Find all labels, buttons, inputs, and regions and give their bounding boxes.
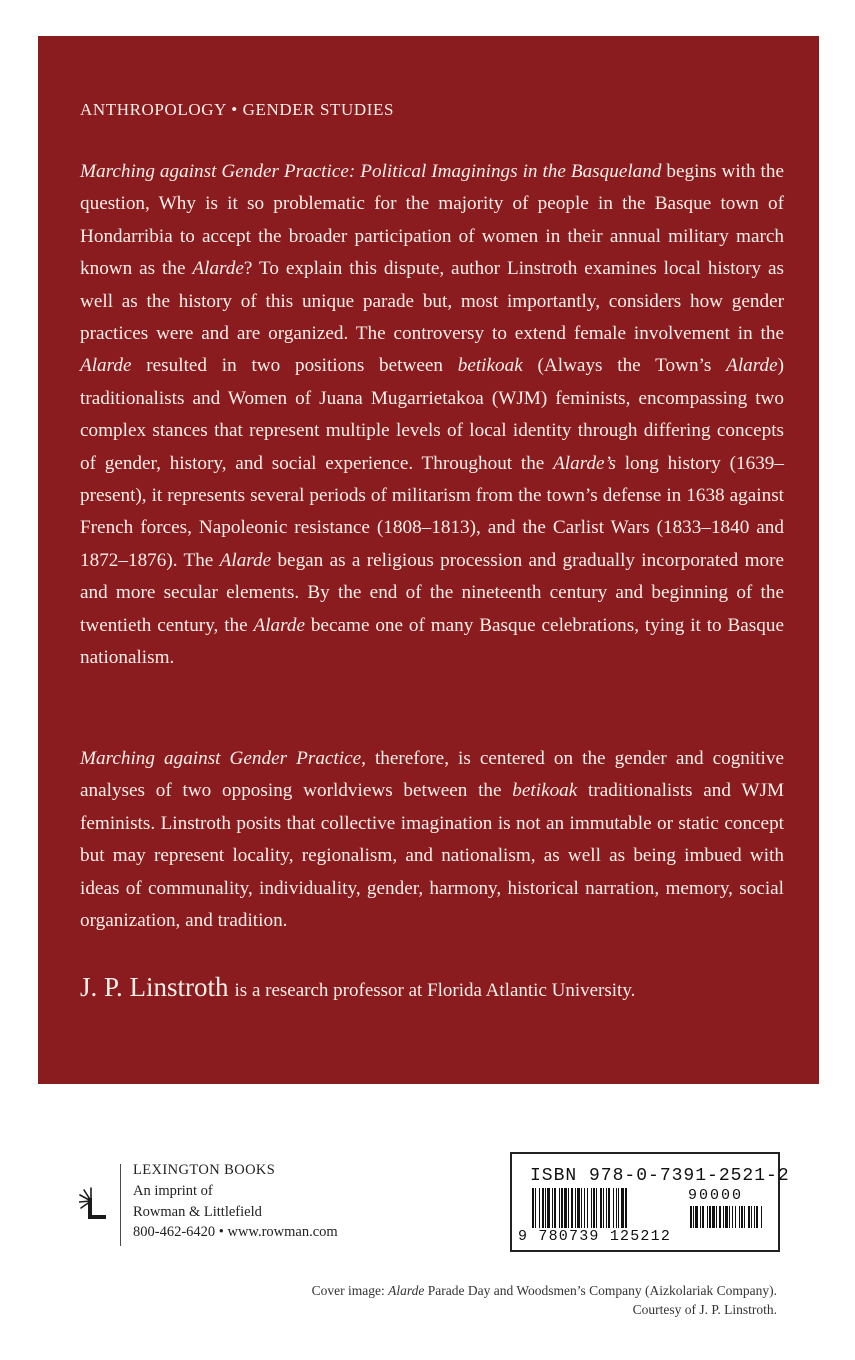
description-paragraph-1: Marching against Gender Practice: Political Imaginings in the Basqueland begins with the question, Why is it so problematic for the majority of people in the Basque town of Hondarribia to accept the broader participation of women in their annual military march known as the Alarde? To explain this dispute, author Linstroth examines local history as well as the history of this unique parade but, most importantly, considers how gender practices were and are organized. The controversy to extend female involvement in the Alarde resulted in two positions between betikoak (Always the Town’s Alarde) traditionalists and Women of Juana Mugarrietakoa (WJM) feminists, encompassing two complex stances that represent multiple levels of local identity through differing concepts of gender, history, and social experience. Throughout the Alarde’s long history (1639–present), it represents several periods of militarism from the town’s defense in 1638 against French forces, Napoleonic resistance (1808–1813), and the Carlist Wars (1833–1840 and 1872–1876). The Alarde began as a religious procession and gradually incorporated more and more secular elements. By the end of the nineteenth century and beginning of the twentieth century, the Alarde became one of many Basque celebrations, tying it to Basque nationalism. [80, 161, 785, 669]
author-bio [80, 972, 800, 1003]
book-title-short: Marching against Gender Practice, [80, 748, 366, 769]
author-bio-text: is a research professor at Florida Atlantic University. [234, 980, 636, 1001]
publisher-contact: 800-462-6420 • www.rowman.com [133, 1224, 338, 1241]
category-label: ANTHROPOLOGY • GENDER STUDIES [80, 100, 395, 119]
cover-image-credit [312, 1282, 777, 1319]
price-code: 90000 [688, 1187, 744, 1204]
book-title: Marching against Gender Practice: Political Imaginings in the Basqueland [80, 161, 662, 182]
publisher-divider [120, 1164, 121, 1246]
back-cover-panel [38, 36, 819, 1084]
publisher-parent: Rowman & Littlefield [133, 1203, 262, 1220]
description-paragraph-2: Marching against Gender Practice, therefore, is centered on the gender and cognitive analyses of two opposing worldviews between the betikoak traditionalists and WJM feminists. Linstroth posits that collective imagination is not an immutable or static concept but may represent locality, regionalism, and nationalism, as well as being imbued with ideas of communality, individuality, gender, harmony, historical narration, memory, social organization, and tradition. [80, 748, 785, 932]
credit-line-1: Cover image: Alarde Parade Day and Woodsmen’s Company (Aizkolariak Company). [311, 1283, 777, 1298]
ean-digits: 9 780739 125212 [518, 1228, 672, 1245]
author-name: J. P. Linstroth [80, 972, 229, 1002]
isbn-barcode [510, 1152, 790, 1252]
publisher-block [79, 1160, 399, 1244]
isbn-text: ISBN 978-0-7391-2521-2 [530, 1166, 790, 1186]
publisher-name: LEXINGTON BOOKS [133, 1162, 276, 1178]
publisher-imprint: An imprint of [133, 1182, 213, 1199]
publisher-logo-icon [79, 1185, 109, 1221]
publisher-text [133, 1160, 338, 1243]
credit-line-2: Courtesy of J. P. Linstroth. [632, 1301, 777, 1317]
